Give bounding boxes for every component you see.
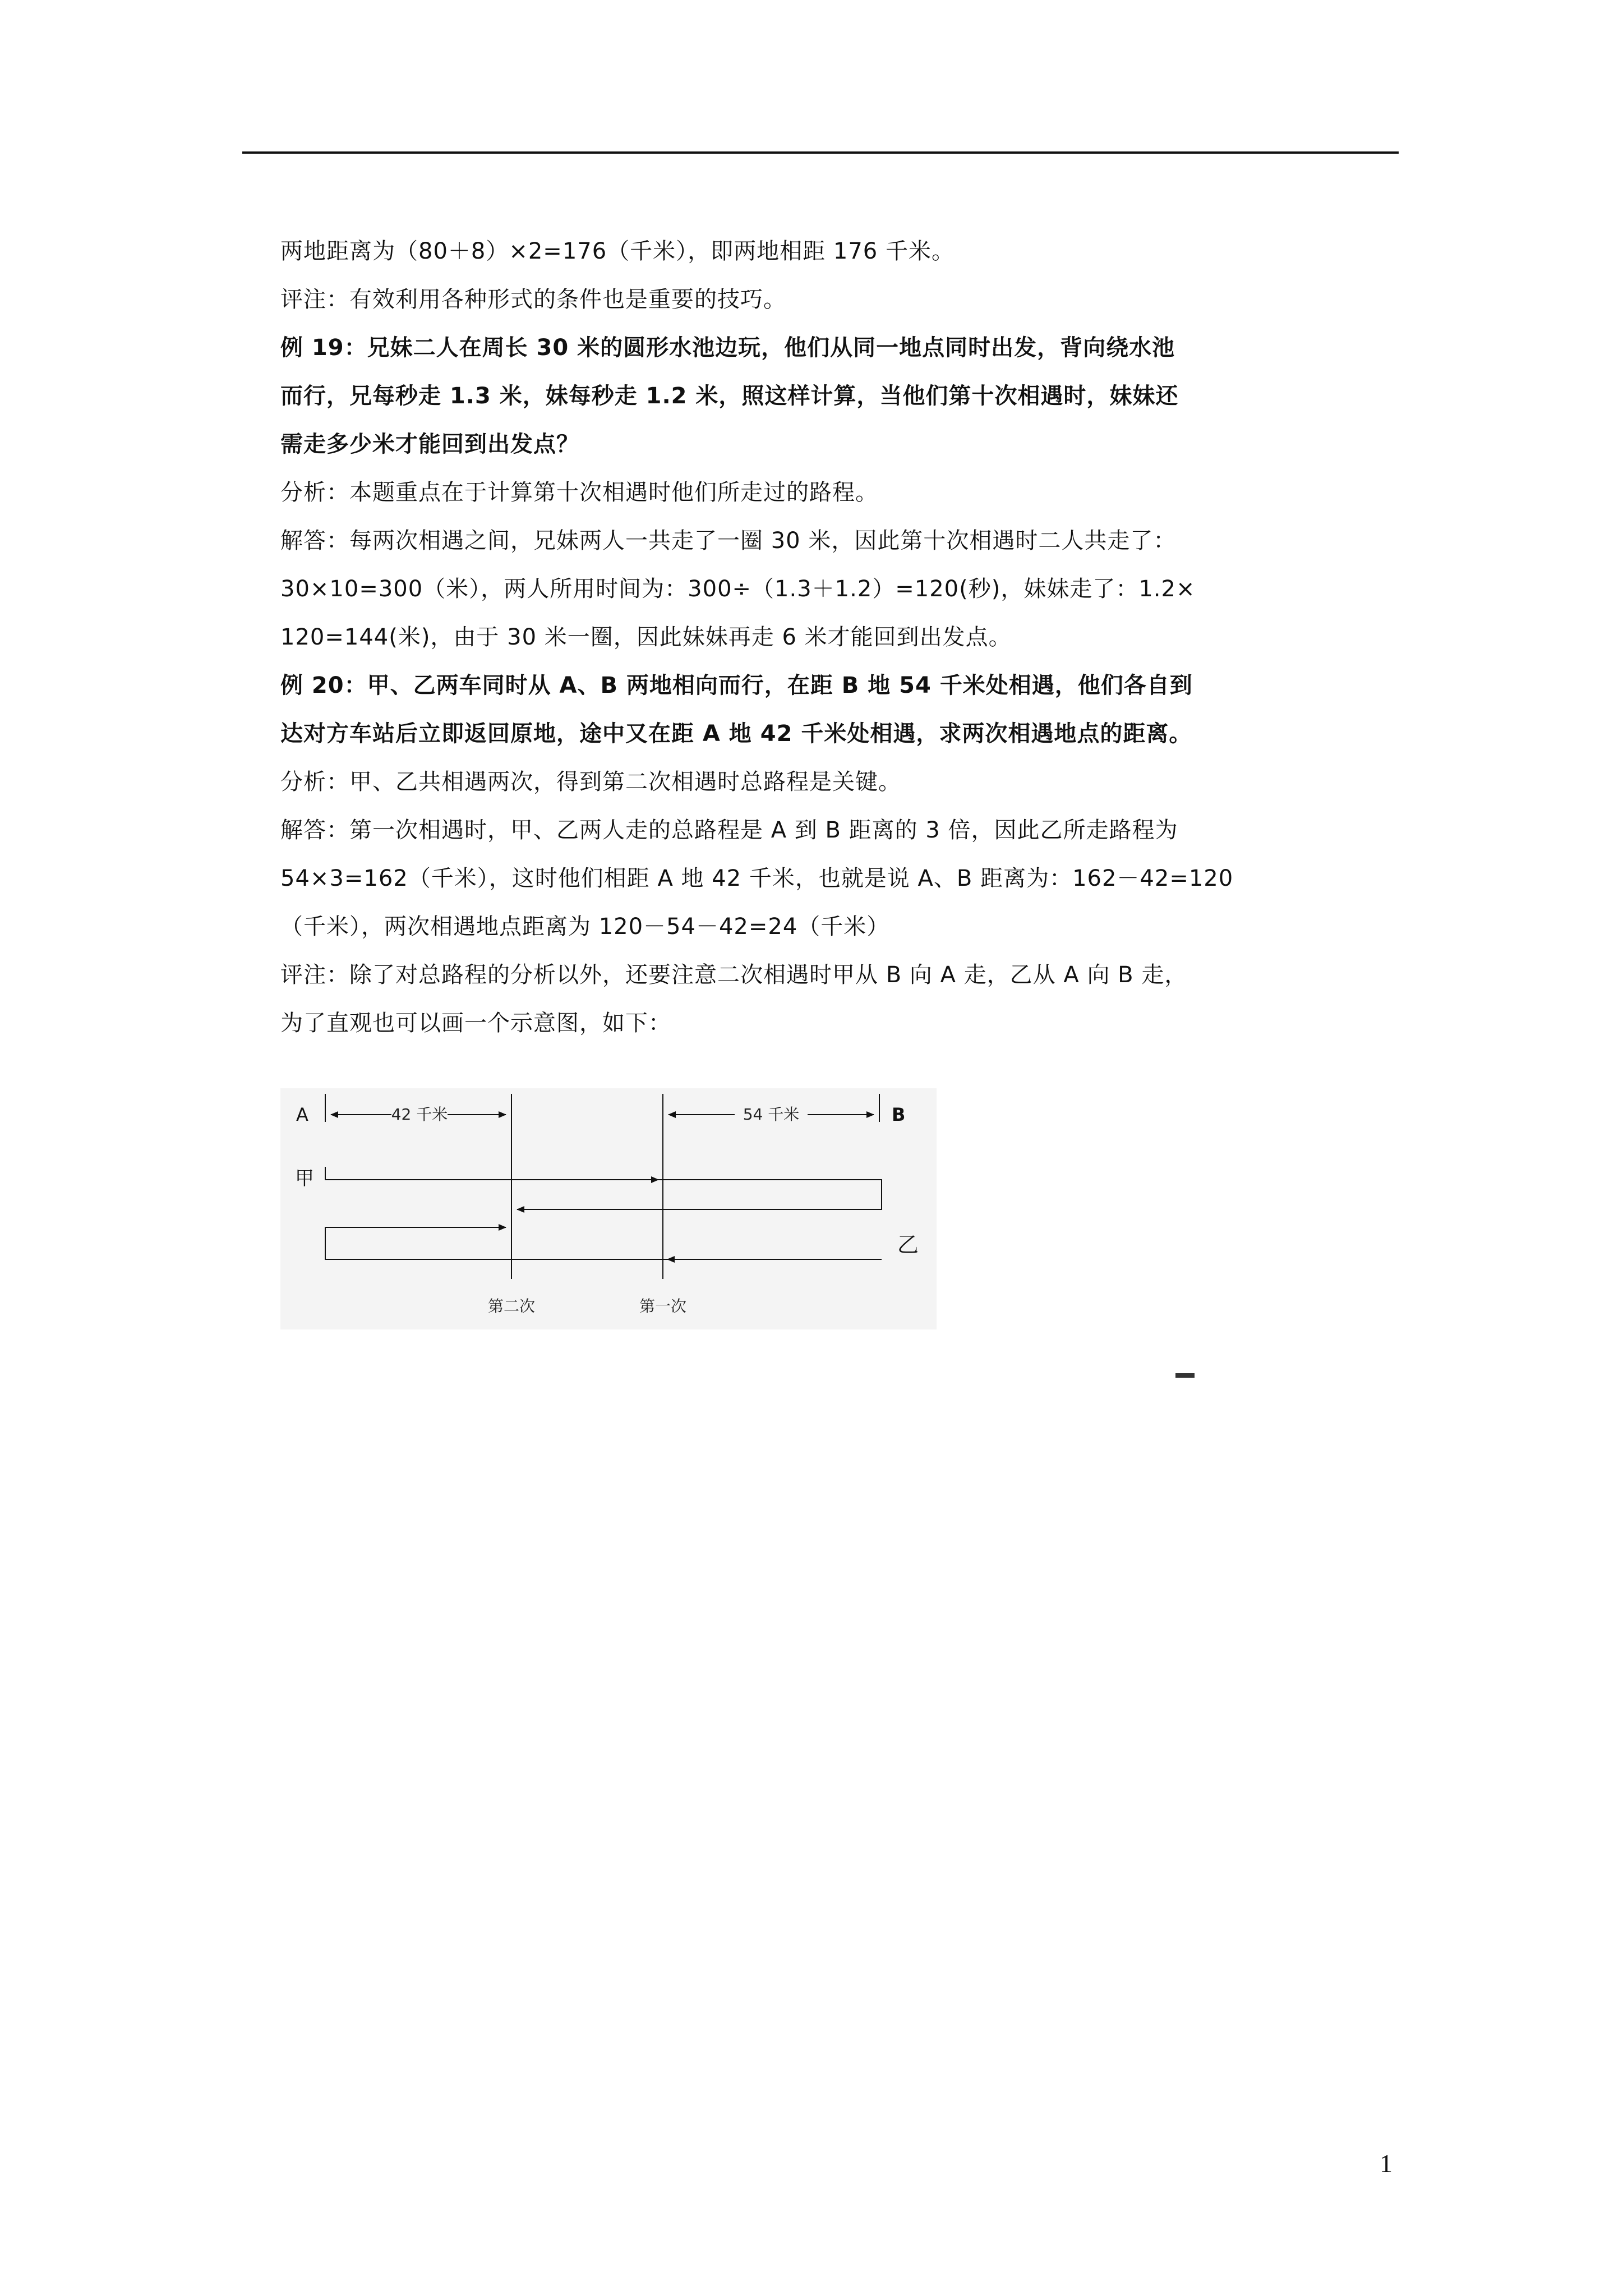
header-rule	[242, 151, 1399, 154]
answer-line: 解答：每两次相遇之间，兄妹两人一共走了一圈 30 米，因此第十次相遇时二人共走了：	[280, 528, 1177, 554]
stray-mark	[1175, 1373, 1195, 1378]
label-jia: 甲	[295, 1167, 314, 1190]
answer-line: 120=144(米)，由于 30 米一圈，因此妹妹再走 6 米才能回到出发点。	[280, 624, 1012, 650]
example-19-line: 例 19：兄妹二人在周长 30 米的圆形水池边玩，他们从同一地点同时出发，背向绕水池	[280, 335, 1175, 361]
label-a: A	[296, 1104, 308, 1125]
answer-line: 解答：第一次相遇时，甲、乙两人走的总路程是 A 到 B 距离的 3 倍，因此乙所走路程为	[280, 817, 1178, 843]
label-yi: 乙	[897, 1232, 919, 1257]
example-19-line: 而行，兄每秒走 1.3 米，妹每秒走 1.2 米，照这样计算，当他们第十次相遇时，妹妹还	[280, 383, 1179, 409]
comment-line: 为了直观也可以画一个示意图，如下：	[280, 1010, 671, 1036]
answer-line: （千米），两次相遇地点距离为 120－54－42=24（千米）	[280, 914, 890, 940]
answer-line: 30×10=300（米），两人所用时间为：300÷（1.3＋1.2）=120(秒)，妹妹走了：1.2×	[280, 576, 1196, 602]
label-second-meeting: 第二次	[487, 1297, 536, 1315]
label-54km: 54 千米	[743, 1105, 800, 1124]
answer-line: 54×3=162（千米），这时他们相距 A 地 42 千米，也就是说 A、B 距离为：162－42=120	[280, 866, 1234, 891]
paragraph-line: 两地距离为（80＋8）×2=176（千米），即两地相距 176 千米。	[280, 238, 955, 264]
yi-path-outbound	[325, 1227, 882, 1259]
label-b: B	[892, 1104, 906, 1125]
label-42km: 42 千米	[391, 1105, 448, 1124]
example-20-line: 例 20：甲、乙两车同时从 A、B 两地相向而行，在距 B 地 54 千米处相遇，他们各自到	[280, 673, 1193, 698]
example-19-line: 需走多少米才能回到出发点？	[280, 431, 579, 457]
paragraph-line: 评注：有效利用各种形式的条件也是重要的技巧。	[280, 287, 786, 312]
label-first-meeting: 第一次	[639, 1297, 687, 1315]
analysis-line: 分析：甲、乙共相遇两次，得到第二次相遇时总路程是关键。	[280, 769, 901, 795]
analysis-line: 分析：本题重点在于计算第十次相遇时他们所走过的路程。	[280, 480, 878, 505]
example-20-line: 达对方车站后立即返回原地，途中又在距 A 地 42 千米处相遇，求两次相遇地点的距离。	[280, 721, 1192, 747]
comment-line: 评注：除了对总路程的分析以外，还要注意二次相遇时甲从 B 向 A 走，乙从 A 向 B 走，	[280, 962, 1188, 988]
meeting-diagram	[280, 1088, 937, 1329]
page-number: 1	[1380, 2149, 1393, 2178]
page-body	[280, 227, 1234, 1047]
jia-path-outbound	[325, 1167, 882, 1209]
